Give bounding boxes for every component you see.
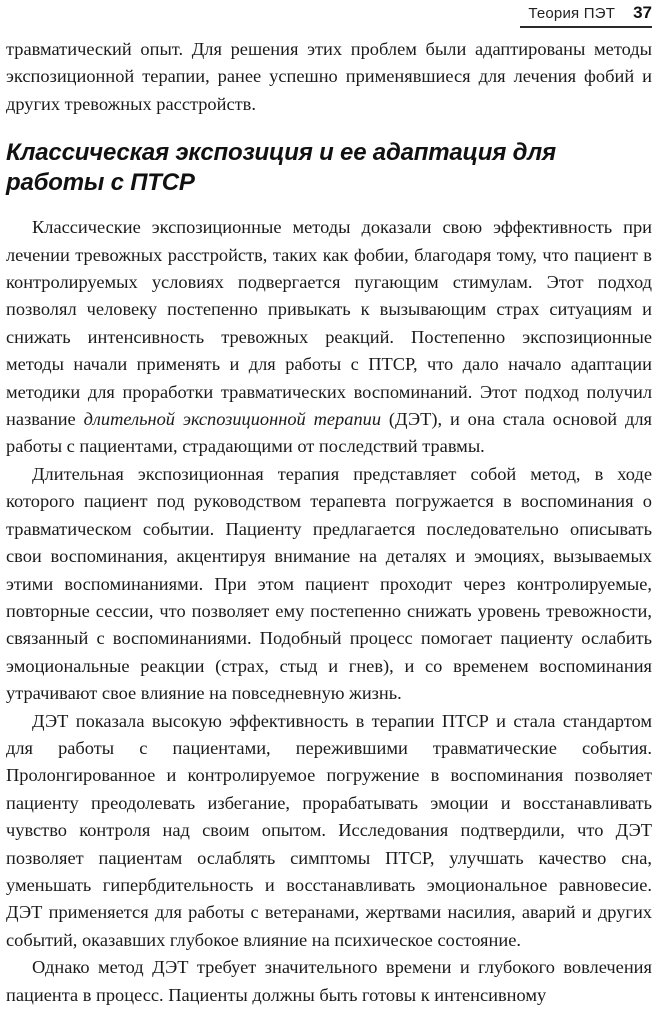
body-text: [6, 36, 652, 1009]
section-heading: Классическая экспозиция и ее адаптация для работы с ПТСР: [6, 139, 556, 197]
paragraph-1-text-end: (ДЭТ), и она стала основой для работы с пациентами, страдающими от последствий травмы.: [6, 409, 652, 457]
paragraph-continued: травматический опыт. Для решения этих проблем были адаптированы методы экспозиционной терапии, ранее успешно применявшиеся для лечения фобий и других тревожных расстройств.: [6, 39, 652, 114]
paragraph-4: Однако метод ДЭТ требует значительного времени и глубокого вовлечения пациента в процесс. Пациенты должны быть готовы к интенсивному: [6, 957, 652, 1005]
paragraph-2: Длительная экспозиционная терапия представляет собой метод, в ходе которого пациент под руководством терапевта погружается в воспоминания о травматическом событии. Пациенту предлагается последовательно описывать свои воспоминания, акцентируя внимание на деталях и эмоциях, вызываемых этими воспоминаниями. При этом пациент проходит через контролируемые, повторные сессии, что позволяет ему постепенно снижать уровень тревожности, связанный с воспоминаниями. Подобный процесс помогает пациенту ослабить эмоциональные реакции (страх, стыд и гнев), и со временем воспоминания утрачивают свое влияние на повседневную жизнь.: [6, 463, 652, 704]
paragraph-1: [6, 214, 652, 461]
page-number: 37: [633, 3, 652, 22]
paragraph-1-italic-term: длительной экспозиционной терапии: [83, 409, 382, 430]
running-header: [520, 0, 652, 28]
paragraph-1-text-start: Классические экспозиционные методы доказали свою эффективность при лечении тревожных расстройств, таких как фобии, благодаря тому, что пациент в контролируемых условиях подвергается пугающим стимулам. Этот подход позволял человеку постепенно привыкать к вызывающим страх ситуациям и снижать интенсивность тревожных реакций. Постепенно экспозиционные методы начали применять и для работы с ПТСР, что дало начало адаптации методики для проработки травматических воспоминаний. Этот подход получил название: [6, 217, 652, 430]
paragraph-3: ДЭТ показала высокую эффективность в терапии ПТСР и стала стандартом для работы с пациентами, пережившими травматические события. Пролонгированное и контролируемое погружение в воспоминания позволяет пациенту преодолевать избегание, прорабатывать эмоции и восстанавливать чувство контроля над своим опытом. Исследования подтвердили, что ДЭТ позволяет пациентам ослаблять симптомы ПТСР, улучшать качество сна, уменьшать гипербдительность и восстанавливать эмоциональное равновесие. ДЭТ применяется для работы с ветеранами, жертвами насилия, аварий и других событий, оказавших глубокое влияние на психическое состояние.: [6, 710, 652, 950]
running-header-title: Теория ПЭТ: [528, 4, 616, 22]
